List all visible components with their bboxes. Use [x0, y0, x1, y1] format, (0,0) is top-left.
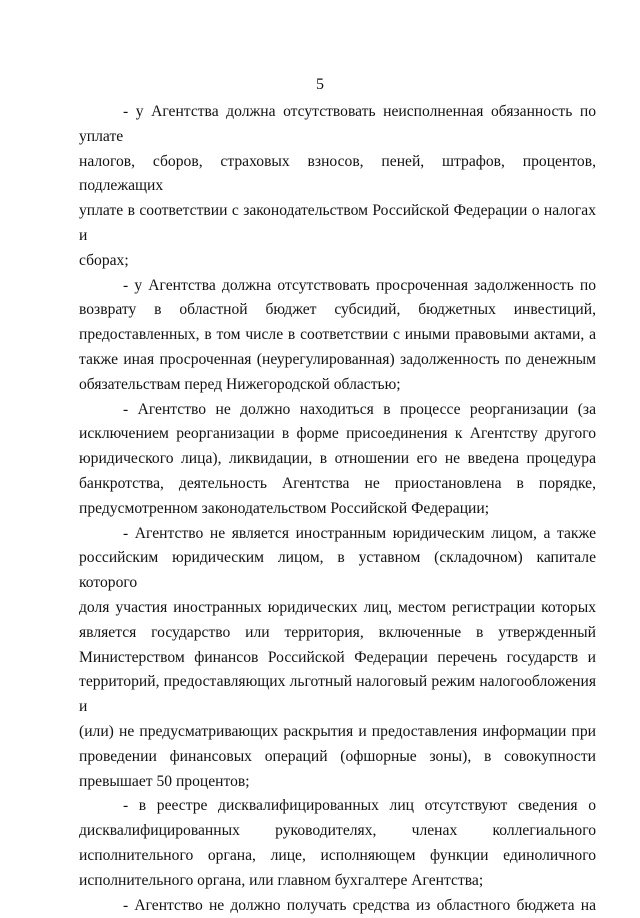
- paragraph: [79, 894, 596, 918]
- paragraph: [79, 398, 596, 522]
- paragraph-line: исключением реорганизации в форме присоединения к Агентству другого: [79, 422, 596, 447]
- paragraph-line: превышает 50 процентов;: [79, 770, 596, 795]
- paragraph: [79, 100, 596, 274]
- paragraph-line: российским юридическим лицом, в уставном (складочном) капитале которого: [79, 546, 596, 596]
- paragraph-line: налогов, сборов, страховых взносов, пеней, штрафов, процентов, подлежащих: [79, 150, 596, 200]
- paragraph-line: исполнительного органа, лице, исполняющем функции единоличного: [79, 844, 596, 869]
- paragraph-line: является государство или территория, включенные в утвержденный: [79, 621, 596, 646]
- paragraph-line: юридического лица), ликвидации, в отношении его не введена процедура: [79, 447, 596, 472]
- paragraph: [79, 522, 596, 795]
- paragraph-line: - Агентство не должно получать средства из областного бюджета на: [79, 894, 596, 918]
- paragraph-line: - Агентство не является иностранным юридическим лицом, а также: [79, 522, 596, 547]
- paragraph-line: - у Агентства должна отсутствовать просроченная задолженность по: [79, 274, 596, 299]
- paragraph: [79, 274, 596, 398]
- paragraph: [79, 794, 596, 893]
- paragraph-line: сборах;: [79, 249, 596, 274]
- document-body: [79, 100, 596, 918]
- paragraph-line: дисквалифицированных руководителях, членах коллегиального: [79, 819, 596, 844]
- paragraph-line: также иная просроченная (неурегулированная) задолженность по денежным: [79, 348, 596, 373]
- paragraph-line: - в реестре дисквалифицированных лиц отсутствуют сведения о: [79, 794, 596, 819]
- paragraph-line: Министерством финансов Российской Федерации перечень государств и: [79, 646, 596, 671]
- paragraph-line: (или) не предусматривающих раскрытия и предоставления информации при: [79, 720, 596, 745]
- paragraph-line: - у Агентства должна отсутствовать неисполненная обязанность по уплате: [79, 100, 596, 150]
- paragraph-line: доля участия иностранных юридических лиц, местом регистрации которых: [79, 596, 596, 621]
- paragraph-line: обязательствам перед Нижегородской областью;: [79, 373, 596, 398]
- paragraph-line: уплате в соответствии с законодательством Российской Федерации о налогах и: [79, 199, 596, 249]
- paragraph-line: предусмотренном законодательством Российской Федерации;: [79, 497, 596, 522]
- paragraph-line: предоставленных, в том числе в соответствии с иными правовыми актами, а: [79, 323, 596, 348]
- page-number: 5: [0, 75, 640, 95]
- paragraph-line: возврату в областной бюджет субсидий, бюджетных инвестиций,: [79, 298, 596, 323]
- paragraph-line: исполнительного органа, или главном бухгалтере Агентства;: [79, 869, 596, 894]
- paragraph-line: банкротства, деятельность Агентства не приостановлена в порядке,: [79, 472, 596, 497]
- paragraph-line: территорий, предоставляющих льготный налоговый режим налогообложения и: [79, 670, 596, 720]
- paragraph-line: проведении финансовых операций (офшорные зоны), в совокупности: [79, 745, 596, 770]
- paragraph-line: - Агентство не должно находиться в процессе реорганизации (за: [79, 398, 596, 423]
